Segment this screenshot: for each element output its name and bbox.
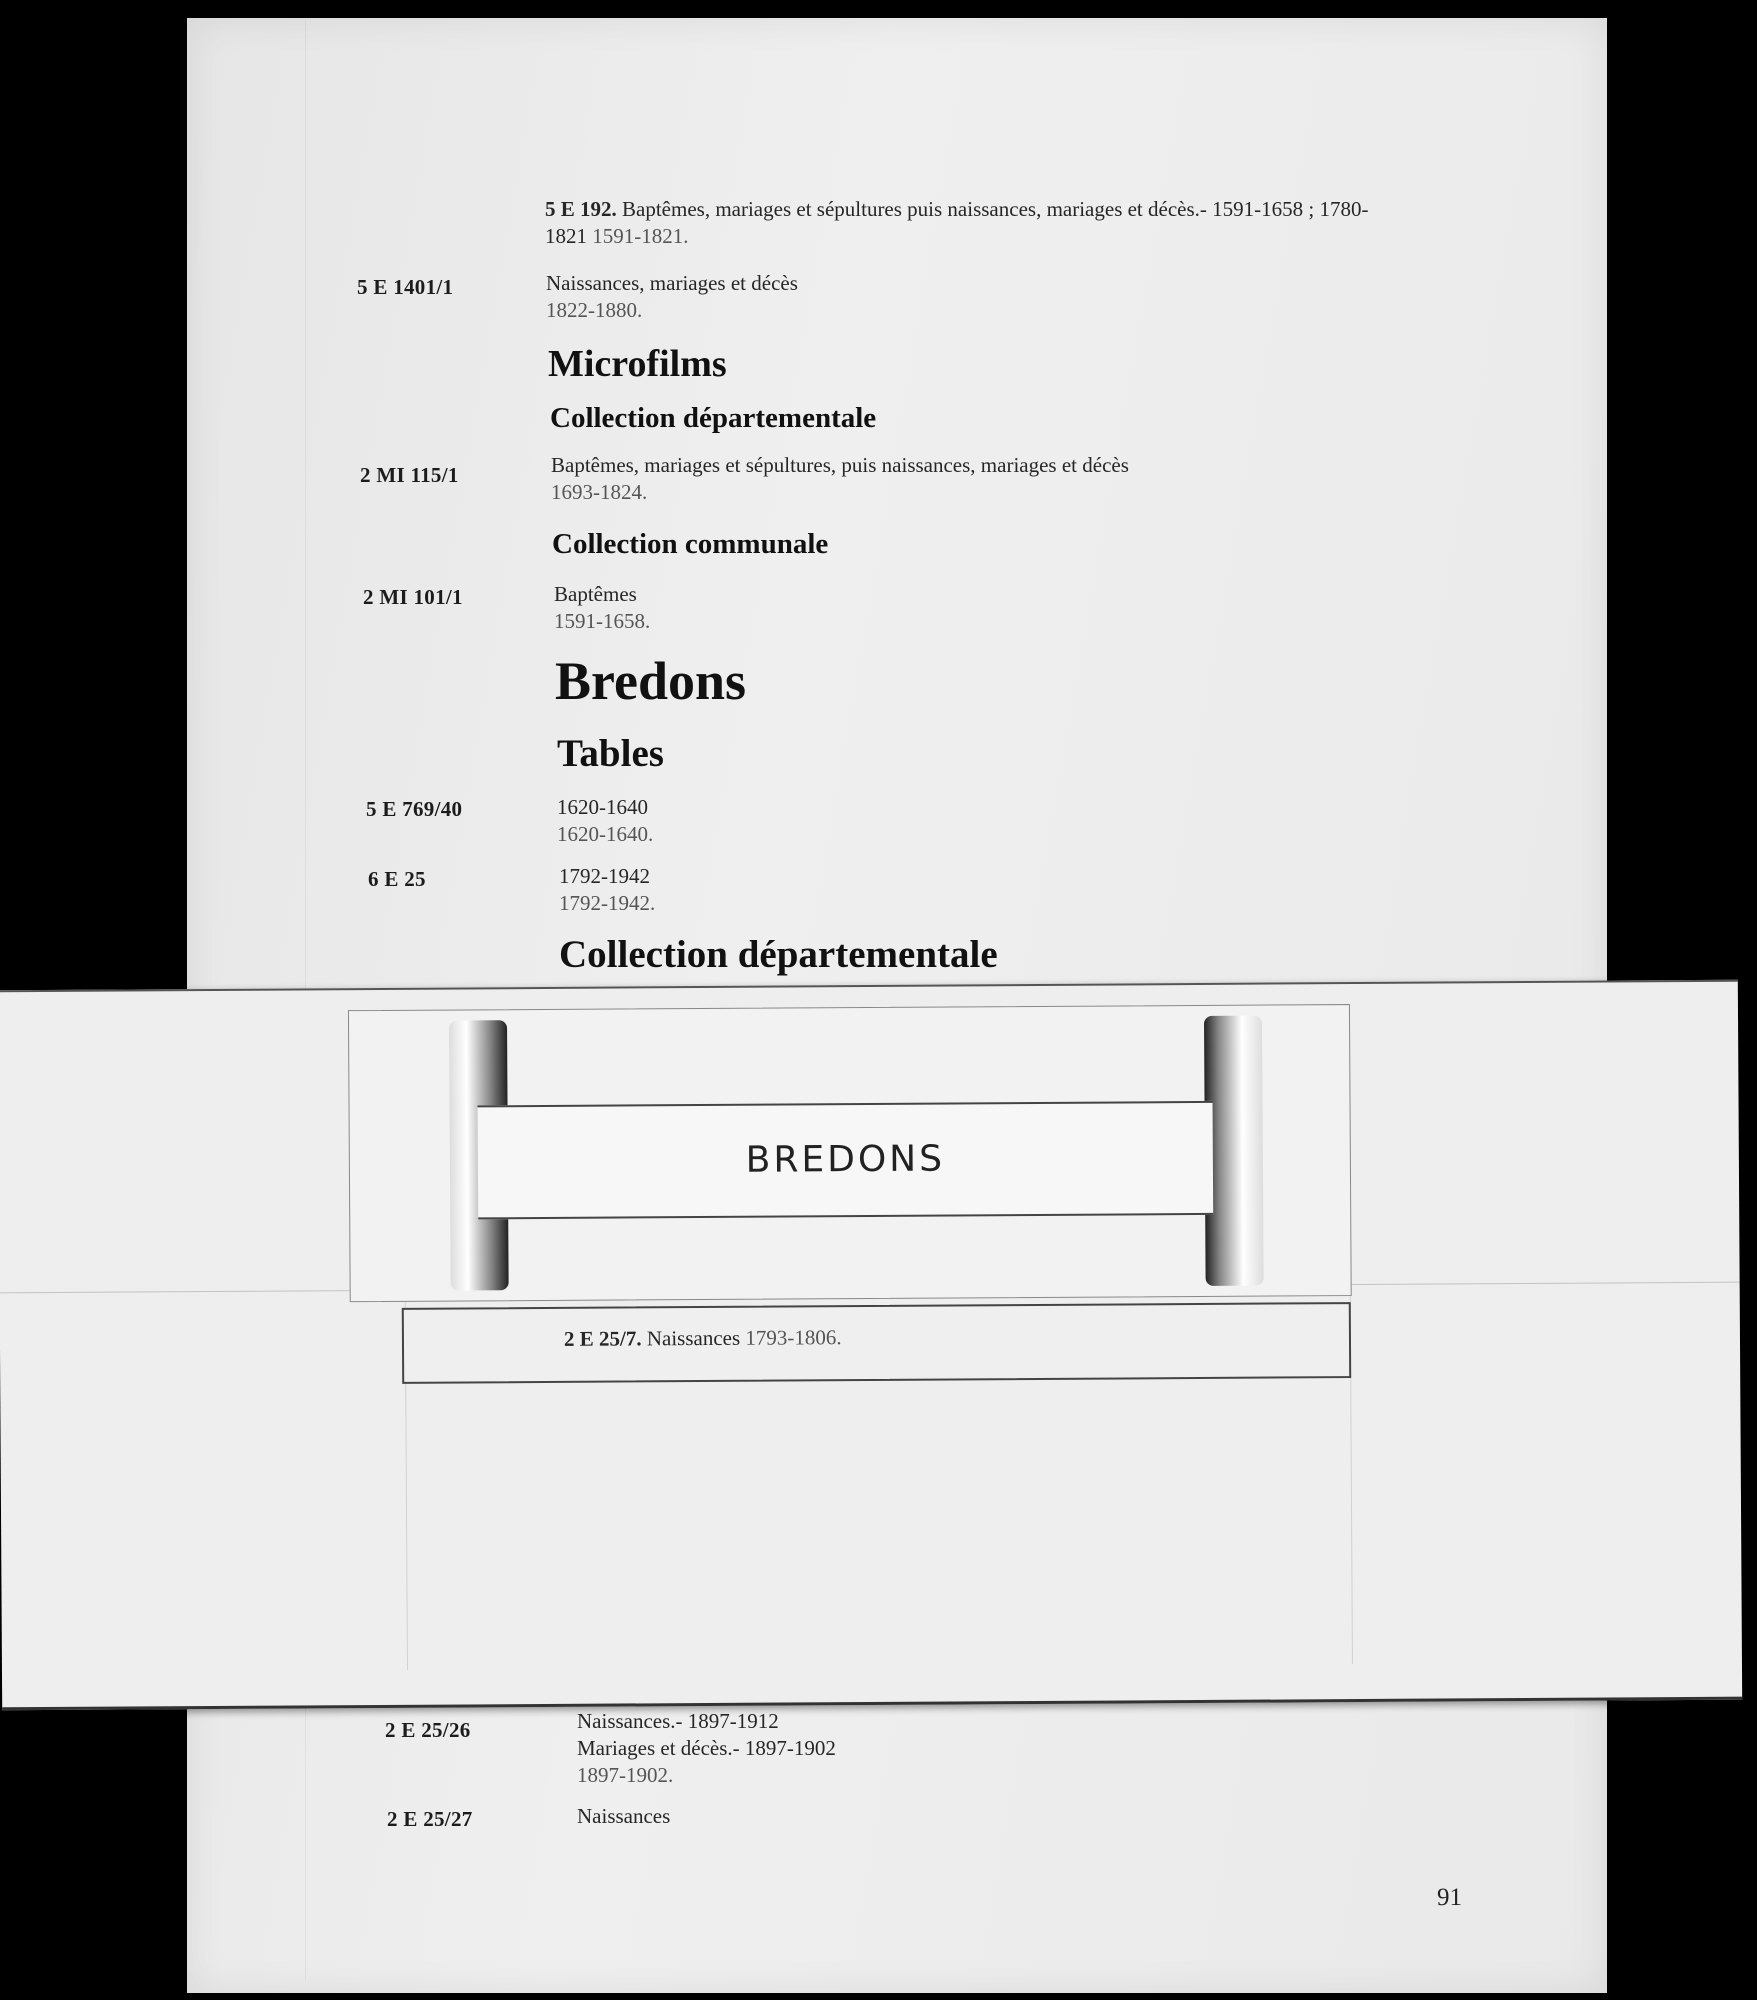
entry-code: 2 E 25/27 — [387, 1807, 473, 1831]
entry-text: Naissances.- 1897-1912 Mariages et décès.- 1897-1902 1897-1902. — [577, 1709, 836, 1787]
heading-tables: Tables — [557, 732, 664, 775]
entry-code: 5 E 769/40 — [366, 797, 463, 821]
entry-text: Naissances, mariages et décès 1822-1880. — [546, 271, 798, 322]
label-roller-right — [1204, 1016, 1264, 1286]
heading-collection-communale: Collection communale — [552, 528, 829, 560]
page-number: 91 — [1437, 1884, 1462, 1911]
entry-code: 5 E 1401/1 — [357, 275, 454, 299]
heading-bredons: Bredons — [555, 651, 747, 711]
entry-text: 1620-1640 1620-1640. — [557, 795, 654, 846]
heading-collection-departementale: Collection départementale — [550, 402, 877, 434]
folder-label-text: BREDONS — [745, 1138, 946, 1181]
heading-microfilms: Microfilms — [548, 343, 727, 385]
entry-text: Baptêmes, mariages et sépultures, puis naissances, mariages et décès 1693-1824. — [551, 453, 1129, 504]
entry-code: 2 MI 101/1 — [363, 585, 463, 609]
entry-code: 2 E 25/26 — [385, 1718, 471, 1742]
entry-code: 2 MI 115/1 — [360, 463, 459, 487]
entry-code: 6 E 25 — [368, 867, 426, 891]
strip-entry: 2 E 25/7. Naissances 1793-1806. — [563, 1325, 842, 1351]
heading-collection-departementale-2: Collection départementale — [559, 933, 998, 976]
entry-text: Baptêmes 1591-1658. — [554, 582, 651, 633]
folder-band — [0, 980, 1742, 1711]
entry-text: 1792-1942 1792-1942. — [559, 864, 656, 915]
folder-strip — [402, 1302, 1351, 1384]
folder-label — [478, 1101, 1214, 1219]
entry-text: Naissances — [577, 1804, 671, 1828]
label-holder — [348, 1004, 1352, 1302]
entry-5e192: 5 E 192. Baptêmes, mariages et sépultures puis naissances, mariages et décès.- 1591-1658 ; 1780- 1821 1591-1821. — [545, 197, 1369, 248]
